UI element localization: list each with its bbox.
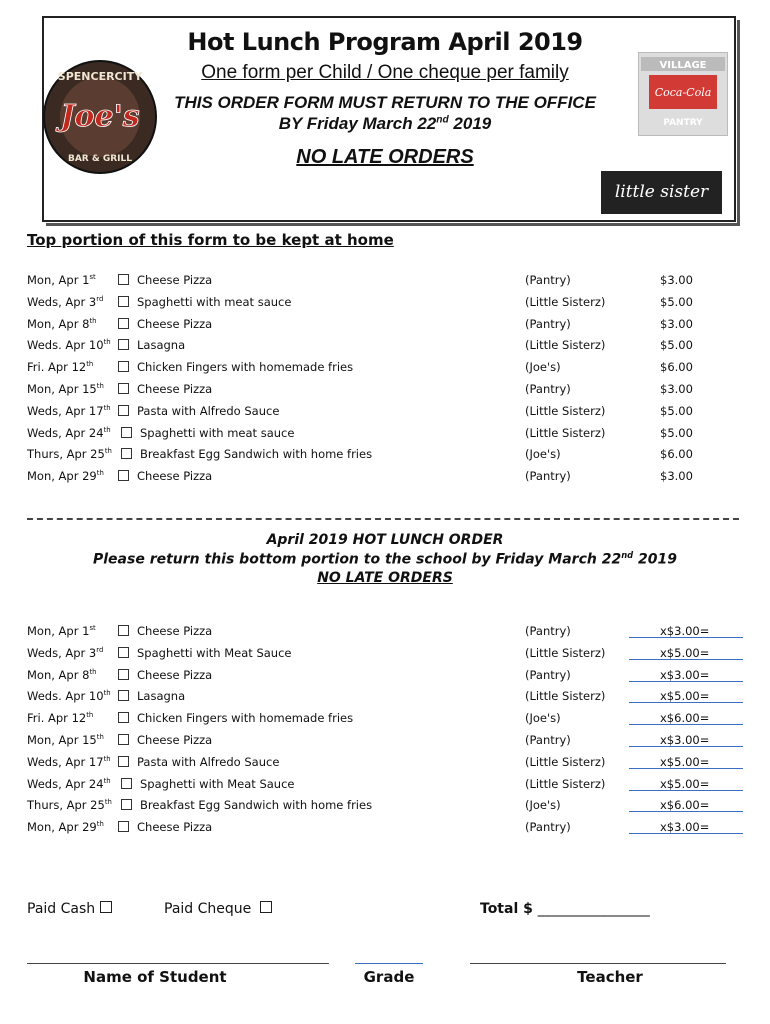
row-vendor: (Little Sisterz) xyxy=(525,425,606,440)
row-amount: x$5.00= xyxy=(660,776,710,791)
row-item: Cheese Pizza xyxy=(137,382,213,396)
page-title: Hot Lunch Program April 2019 xyxy=(187,28,583,56)
row-price: $5.00 xyxy=(660,338,693,353)
row-amount: x$3.00= xyxy=(660,624,710,638)
row-item: Breakfast Egg Sandwich with home fries xyxy=(140,798,373,813)
row-vendor: (Little Sisterz) xyxy=(525,294,606,309)
row-item: Lasagna xyxy=(137,689,186,704)
row-item: Cheese Pizza xyxy=(137,667,213,682)
row-checkbox[interactable] xyxy=(118,690,129,701)
row-vendor: (Little Sisterz) xyxy=(525,645,606,660)
paid-cheque-label: Paid Cheque xyxy=(164,901,252,917)
student-name-line[interactable] xyxy=(27,963,329,964)
row-checkbox[interactable] xyxy=(118,712,129,723)
row-vendor: (Pantry) xyxy=(525,273,571,287)
row-checkbox[interactable] xyxy=(118,470,129,481)
row-vendor: (Joe's) xyxy=(525,798,561,813)
row-checkbox[interactable] xyxy=(118,296,129,307)
paid-cheque-checkbox[interactable] xyxy=(260,901,272,913)
row-date: Weds, Apr 24th xyxy=(27,776,111,791)
row-date: Weds, Apr 17th xyxy=(27,403,111,418)
row-price: $3.00 xyxy=(660,273,693,287)
row-date: Mon, Apr 1st xyxy=(27,624,96,638)
row-vendor: (Pantry) xyxy=(525,667,571,682)
row-checkbox[interactable] xyxy=(118,734,129,745)
grade-line[interactable] xyxy=(355,963,423,964)
row-date: Mon, Apr 29th xyxy=(27,469,104,484)
order-row xyxy=(0,689,770,707)
row-item: Chicken Fingers with homemade fries xyxy=(137,360,354,375)
row-checkbox[interactable] xyxy=(118,318,129,329)
row-price: $5.00 xyxy=(660,294,693,309)
row-date: Weds, Apr 24th xyxy=(27,425,111,440)
order-row xyxy=(0,668,770,686)
menu-row xyxy=(0,317,770,335)
row-price: $6.00 xyxy=(660,447,693,462)
menu-row xyxy=(0,360,770,378)
row-vendor: (Little Sisterz) xyxy=(525,754,606,769)
row-date: Mon, Apr 29th xyxy=(27,820,104,835)
little-sister-logo xyxy=(601,171,722,214)
village-logo-top: VILLAGE xyxy=(659,60,707,71)
teacher-label: Teacher xyxy=(577,968,643,986)
teacher-line[interactable] xyxy=(470,963,726,964)
row-date: Fri. Apr 12th xyxy=(27,360,94,375)
row-date: Weds, Apr 3rd xyxy=(27,294,104,309)
row-checkbox[interactable] xyxy=(118,756,129,767)
order-row xyxy=(0,711,770,729)
row-vendor: (Pantry) xyxy=(525,624,571,638)
row-checkbox[interactable] xyxy=(118,339,129,350)
row-item: Cheese Pizza xyxy=(137,733,213,747)
menu-row xyxy=(0,338,770,356)
return-notice: THIS ORDER FORM MUST RETURN TO THE OFFICE xyxy=(174,93,596,112)
row-item: Lasagna xyxy=(137,338,186,353)
total-field[interactable] xyxy=(480,901,650,917)
row-item: Cheese Pizza xyxy=(137,273,213,287)
form-rule-line: One form per Child / One cheque per family xyxy=(201,62,569,83)
row-vendor: (Pantry) xyxy=(525,733,571,747)
deadline-text: BY Friday March 22 xyxy=(278,114,437,133)
joes-logo-bottom: BAR & GRILL xyxy=(67,154,133,164)
row-checkbox[interactable] xyxy=(118,274,129,285)
village-logo-bottom: PANTRY xyxy=(663,118,703,128)
row-checkbox[interactable] xyxy=(121,448,132,459)
menu-row xyxy=(0,447,770,465)
top-portion-heading: Top portion of this form to be kept at home xyxy=(27,231,394,249)
row-amount: x$3.00= xyxy=(660,820,710,835)
paid-cheque-option[interactable] xyxy=(164,901,272,917)
row-date: Fri. Apr 12th xyxy=(27,711,94,726)
row-item: Breakfast Egg Sandwich with home fries xyxy=(140,447,373,462)
joes-logo-top: SPENCERCITY xyxy=(57,70,143,83)
row-item: Spaghetti with meat sauce xyxy=(140,425,295,440)
menu-row xyxy=(0,404,770,422)
row-date: Mon, Apr 1st xyxy=(27,273,96,287)
row-item: Spaghetti with Meat Sauce xyxy=(140,776,295,791)
row-checkbox[interactable] xyxy=(118,647,129,658)
row-vendor: (Pantry) xyxy=(525,316,571,331)
sister-logo-text: little sister xyxy=(614,182,709,202)
paid-cash-label: Paid Cash xyxy=(27,901,96,917)
no-late-orders-header: NO LATE ORDERS xyxy=(296,146,474,168)
row-vendor: (Little Sisterz) xyxy=(525,338,606,353)
paid-cash-option[interactable] xyxy=(27,901,112,917)
return-instruction-text: Please return this bottom portion to the school by Friday March 22 xyxy=(93,551,622,568)
row-amount: x$5.00= xyxy=(660,645,710,660)
paid-cash-checkbox[interactable] xyxy=(100,901,112,913)
row-amount: x$5.00= xyxy=(660,689,710,704)
row-item: Cheese Pizza xyxy=(137,624,213,638)
row-vendor: (Little Sisterz) xyxy=(525,403,606,418)
return-instruction-year: 2019 xyxy=(633,551,677,568)
row-amount: x$6.00= xyxy=(660,798,710,813)
order-title: April 2019 HOT LUNCH ORDER xyxy=(266,532,504,548)
row-date: Thurs, Apr 25th xyxy=(27,798,112,813)
order-row xyxy=(0,798,770,816)
row-item: Chicken Fingers with homemade fries xyxy=(137,711,354,726)
row-checkbox[interactable] xyxy=(121,427,132,438)
menu-row xyxy=(0,469,770,487)
row-checkbox[interactable] xyxy=(118,383,129,394)
row-checkbox[interactable] xyxy=(118,361,129,372)
row-amount: x$3.00= xyxy=(660,733,710,747)
row-item: Spaghetti with Meat Sauce xyxy=(137,645,292,660)
row-price: $5.00 xyxy=(660,403,693,418)
row-vendor: (Joe's) xyxy=(525,711,561,726)
row-checkbox[interactable] xyxy=(118,821,129,832)
row-date: Thurs, Apr 25th xyxy=(27,447,112,462)
row-price: $5.00 xyxy=(660,425,693,440)
row-checkbox[interactable] xyxy=(118,625,129,636)
row-date: Mon, Apr 15th xyxy=(27,733,104,747)
row-vendor: (Joe's) xyxy=(525,447,561,462)
row-checkbox[interactable] xyxy=(118,669,129,680)
row-date: Mon, Apr 8th xyxy=(27,667,97,682)
row-vendor: (Pantry) xyxy=(525,820,571,835)
row-vendor: (Little Sisterz) xyxy=(525,689,606,704)
row-vendor: (Pantry) xyxy=(525,382,571,396)
row-item: Pasta with Alfredo Sauce xyxy=(137,754,280,769)
row-price: $3.00 xyxy=(660,316,693,331)
village-logo-mid: Coca-Cola xyxy=(654,86,712,99)
order-row xyxy=(0,755,770,773)
menu-row xyxy=(0,273,770,291)
row-vendor: (Joe's) xyxy=(525,360,561,375)
student-name-label: Name of Student xyxy=(83,968,227,986)
row-date: Weds, Apr 17th xyxy=(27,754,111,769)
return-instruction xyxy=(0,550,770,568)
order-row xyxy=(0,777,770,795)
order-row xyxy=(0,820,770,838)
menu-row xyxy=(0,426,770,444)
menu-row xyxy=(0,382,770,400)
return-instruction-sup: nd xyxy=(621,550,634,560)
row-vendor: (Little Sisterz) xyxy=(525,776,606,791)
row-item: Cheese Pizza xyxy=(137,469,213,484)
row-price: $3.00 xyxy=(660,382,693,396)
row-item: Spaghetti with meat sauce xyxy=(137,294,292,309)
order-row xyxy=(0,646,770,664)
row-price: $6.00 xyxy=(660,360,693,375)
order-row xyxy=(0,624,770,642)
no-late-orders-bottom: NO LATE ORDERS xyxy=(317,570,453,586)
cut-line xyxy=(27,518,739,520)
row-vendor: (Pantry) xyxy=(525,469,571,484)
joes-logo-name: Joe's xyxy=(60,99,140,134)
row-item: Pasta with Alfredo Sauce xyxy=(137,403,280,418)
row-checkbox[interactable] xyxy=(118,405,129,416)
row-checkbox[interactable] xyxy=(121,778,132,789)
row-checkbox[interactable] xyxy=(121,799,132,810)
menu-row xyxy=(0,295,770,313)
row-item: Cheese Pizza xyxy=(137,820,213,835)
row-item: Cheese Pizza xyxy=(137,316,213,331)
total-label: Total $ xyxy=(480,901,533,917)
row-price: $3.00 xyxy=(660,469,693,484)
row-date: Mon, Apr 15th xyxy=(27,382,104,396)
deadline-notice xyxy=(0,114,770,134)
row-date: Weds, Apr 3rd xyxy=(27,645,104,660)
order-row xyxy=(0,733,770,751)
row-date: Mon, Apr 8th xyxy=(27,316,97,331)
grade-label: Grade xyxy=(363,968,415,986)
row-date: Weds. Apr 10th xyxy=(27,338,111,353)
deadline-sup: nd xyxy=(436,114,449,126)
row-amount: x$6.00= xyxy=(660,711,710,726)
row-amount: x$5.00= xyxy=(660,754,710,769)
deadline-year: 2019 xyxy=(448,114,492,133)
total-blank[interactable]: ________________ xyxy=(537,901,650,917)
row-date: Weds. Apr 10th xyxy=(27,689,111,704)
row-amount: x$3.00= xyxy=(660,667,710,682)
